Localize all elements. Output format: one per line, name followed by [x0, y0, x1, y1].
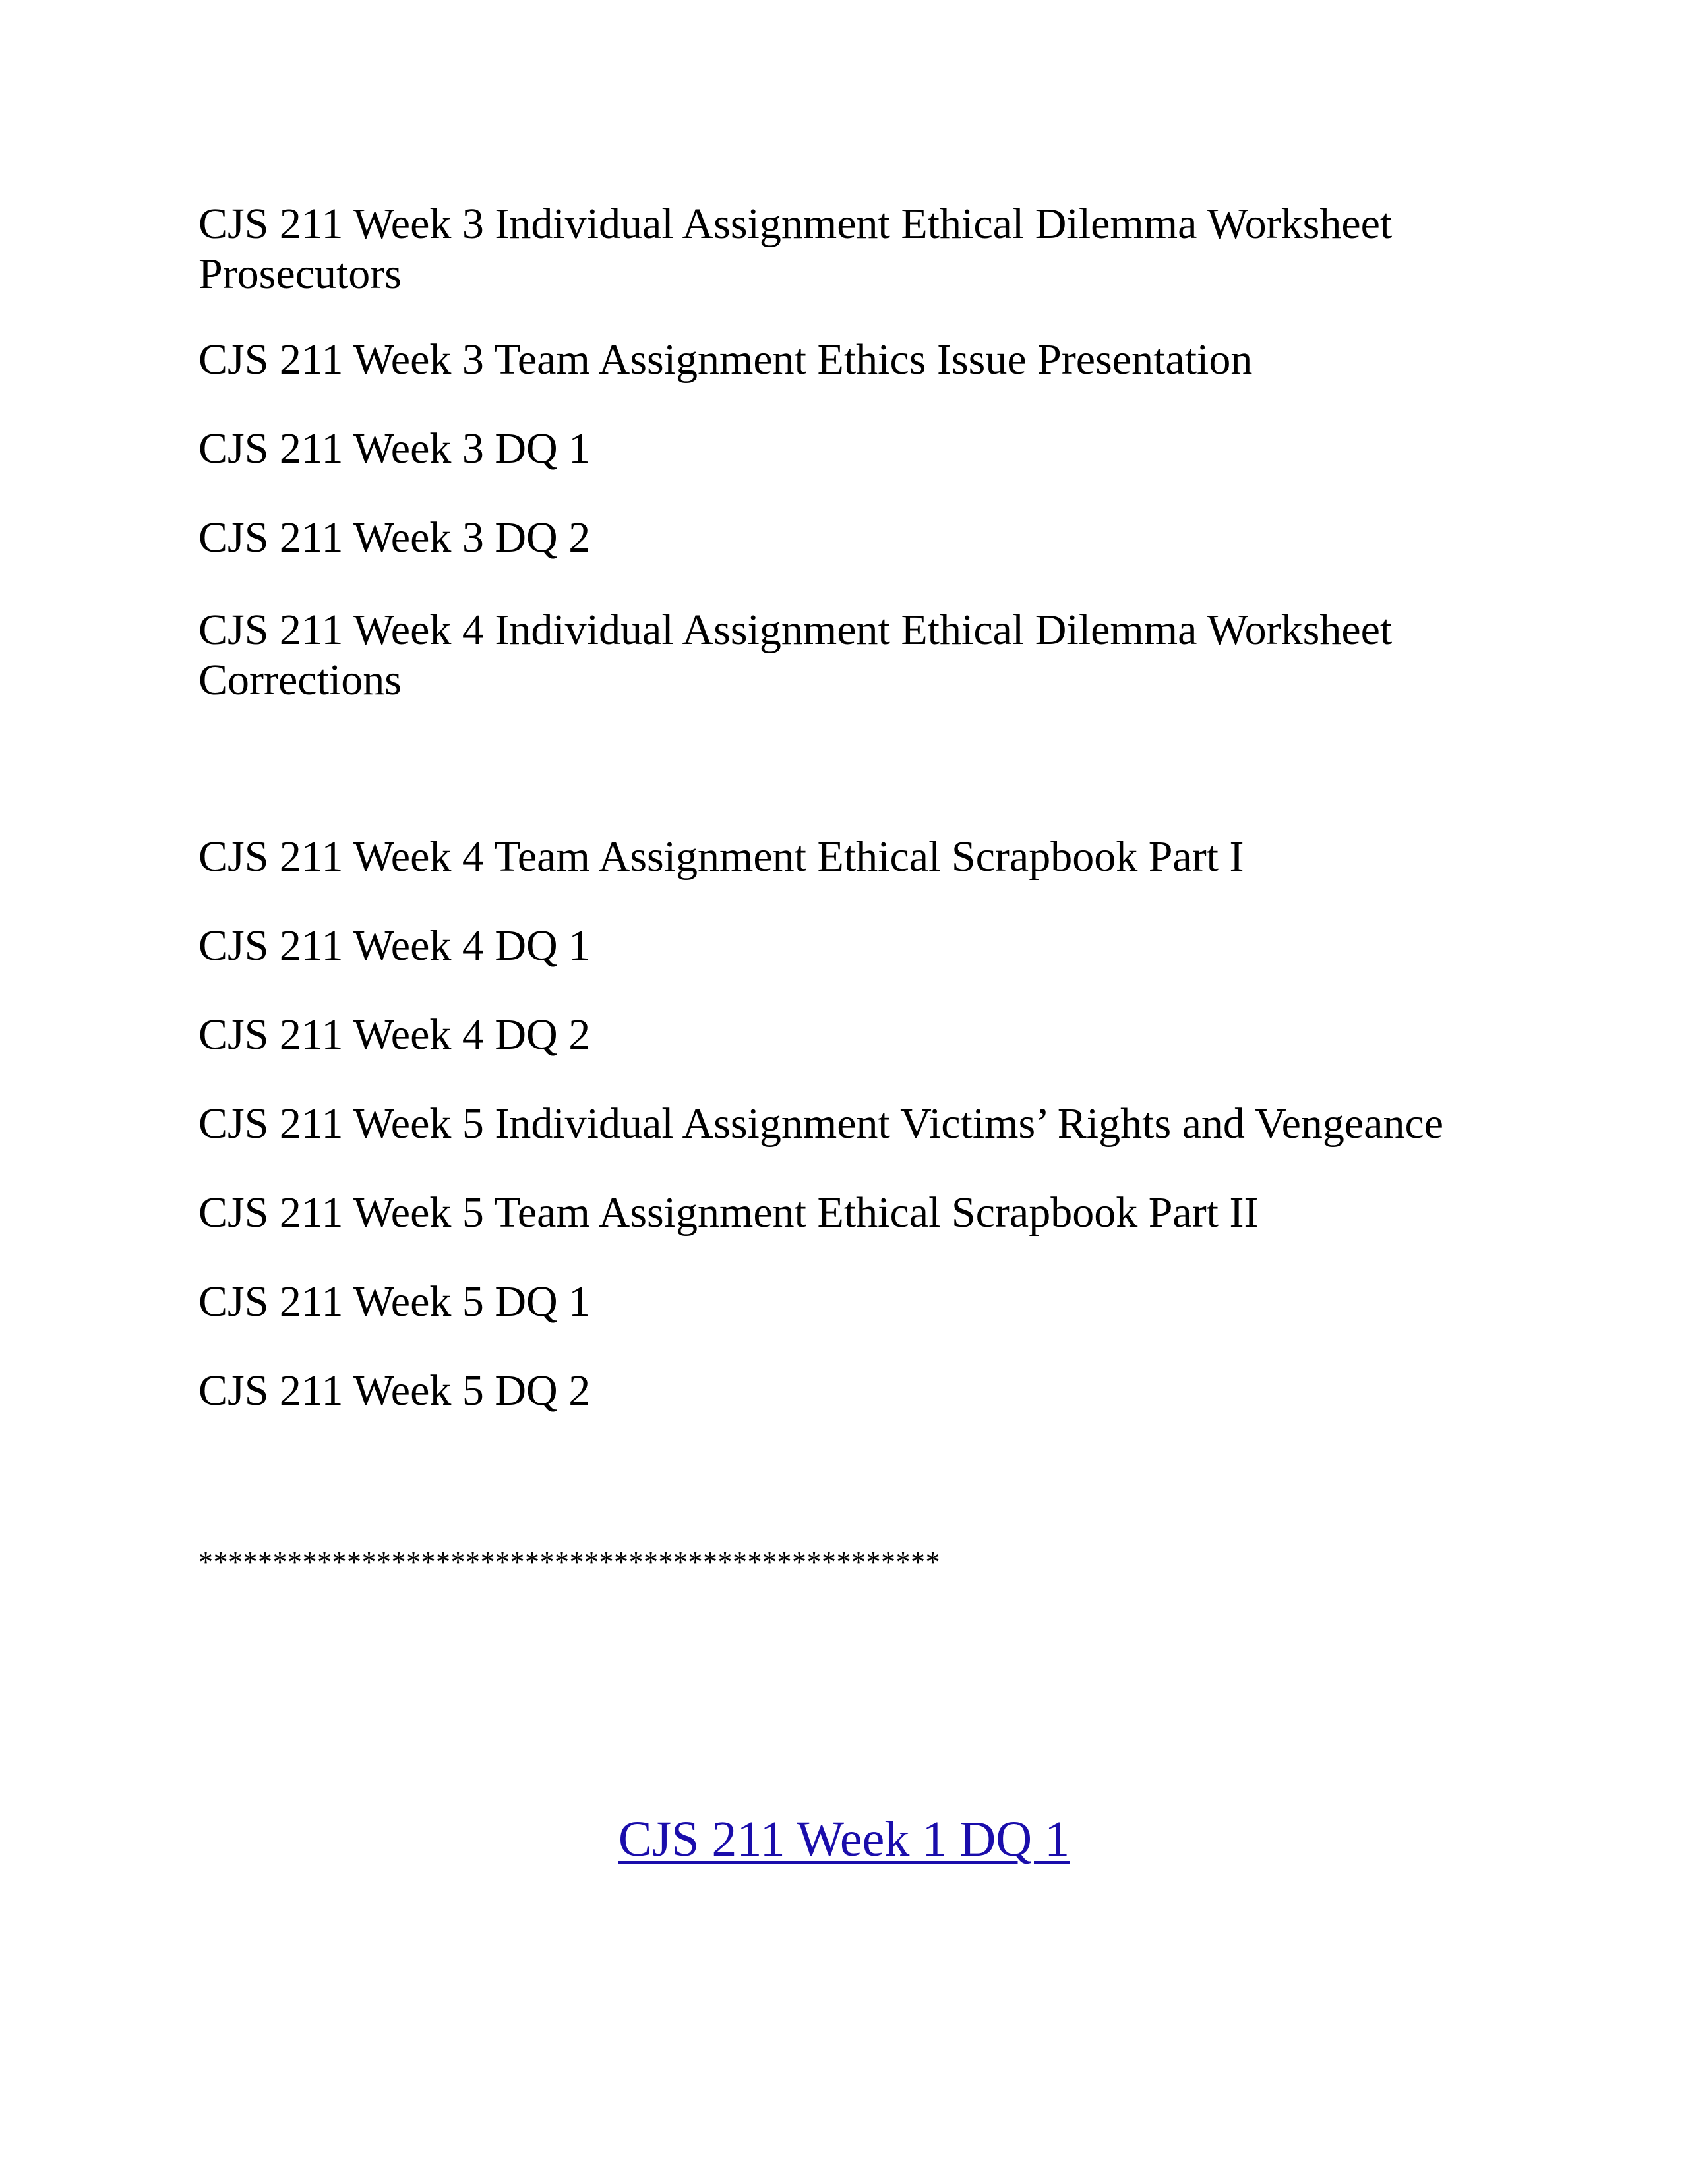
link-container [0, 1810, 1688, 1869]
list-item [198, 1188, 1517, 1238]
list-item [198, 513, 1517, 563]
list-item-line: CJS 211 Week 4 Team Assignment Ethical Scrapbook Part I [198, 833, 1244, 881]
separator-stars: ************************************************** [198, 1546, 940, 1578]
list-item-line: CJS 211 Week 3 Team Assignment Ethics Issue Presentation [198, 336, 1253, 384]
list-item [198, 832, 1517, 882]
list-item [198, 1099, 1517, 1149]
list-item [198, 1366, 1517, 1416]
list-item [198, 1277, 1517, 1327]
list-item [198, 1010, 1517, 1060]
list-item-line: CJS 211 Week 4 Individual Assignment Ethical Dilemma Worksheet [198, 606, 1393, 654]
list-item-line: CJS 211 Week 5 Individual Assignment Victims’ Rights and Vengeance [198, 1100, 1444, 1148]
course-link[interactable]: CJS 211 Week 1 DQ 1 [618, 1812, 1070, 1867]
list-item [198, 424, 1517, 474]
list-item [198, 335, 1517, 385]
list-item-line: CJS 211 Week 5 DQ 2 [198, 1367, 591, 1415]
list-item-line: CJS 211 Week 3 DQ 1 [198, 425, 591, 473]
list-item [198, 921, 1517, 971]
list-item-line: CJS 211 Week 3 DQ 2 [198, 514, 591, 562]
list-item-line: CJS 211 Week 3 Individual Assignment Ethical Dilemma Worksheet [198, 200, 1393, 248]
list-item-line: CJS 211 Week 4 DQ 1 [198, 922, 591, 970]
list-item-line: CJS 211 Week 5 Team Assignment Ethical Scrapbook Part II [198, 1189, 1259, 1237]
list-item [198, 199, 1517, 299]
list-item-line: Prosecutors [198, 250, 402, 298]
list-item [198, 605, 1517, 705]
list-item-line: CJS 211 Week 5 DQ 1 [198, 1278, 591, 1326]
list-item-line: Corrections [198, 656, 402, 704]
list-item-line: CJS 211 Week 4 DQ 2 [198, 1011, 591, 1059]
